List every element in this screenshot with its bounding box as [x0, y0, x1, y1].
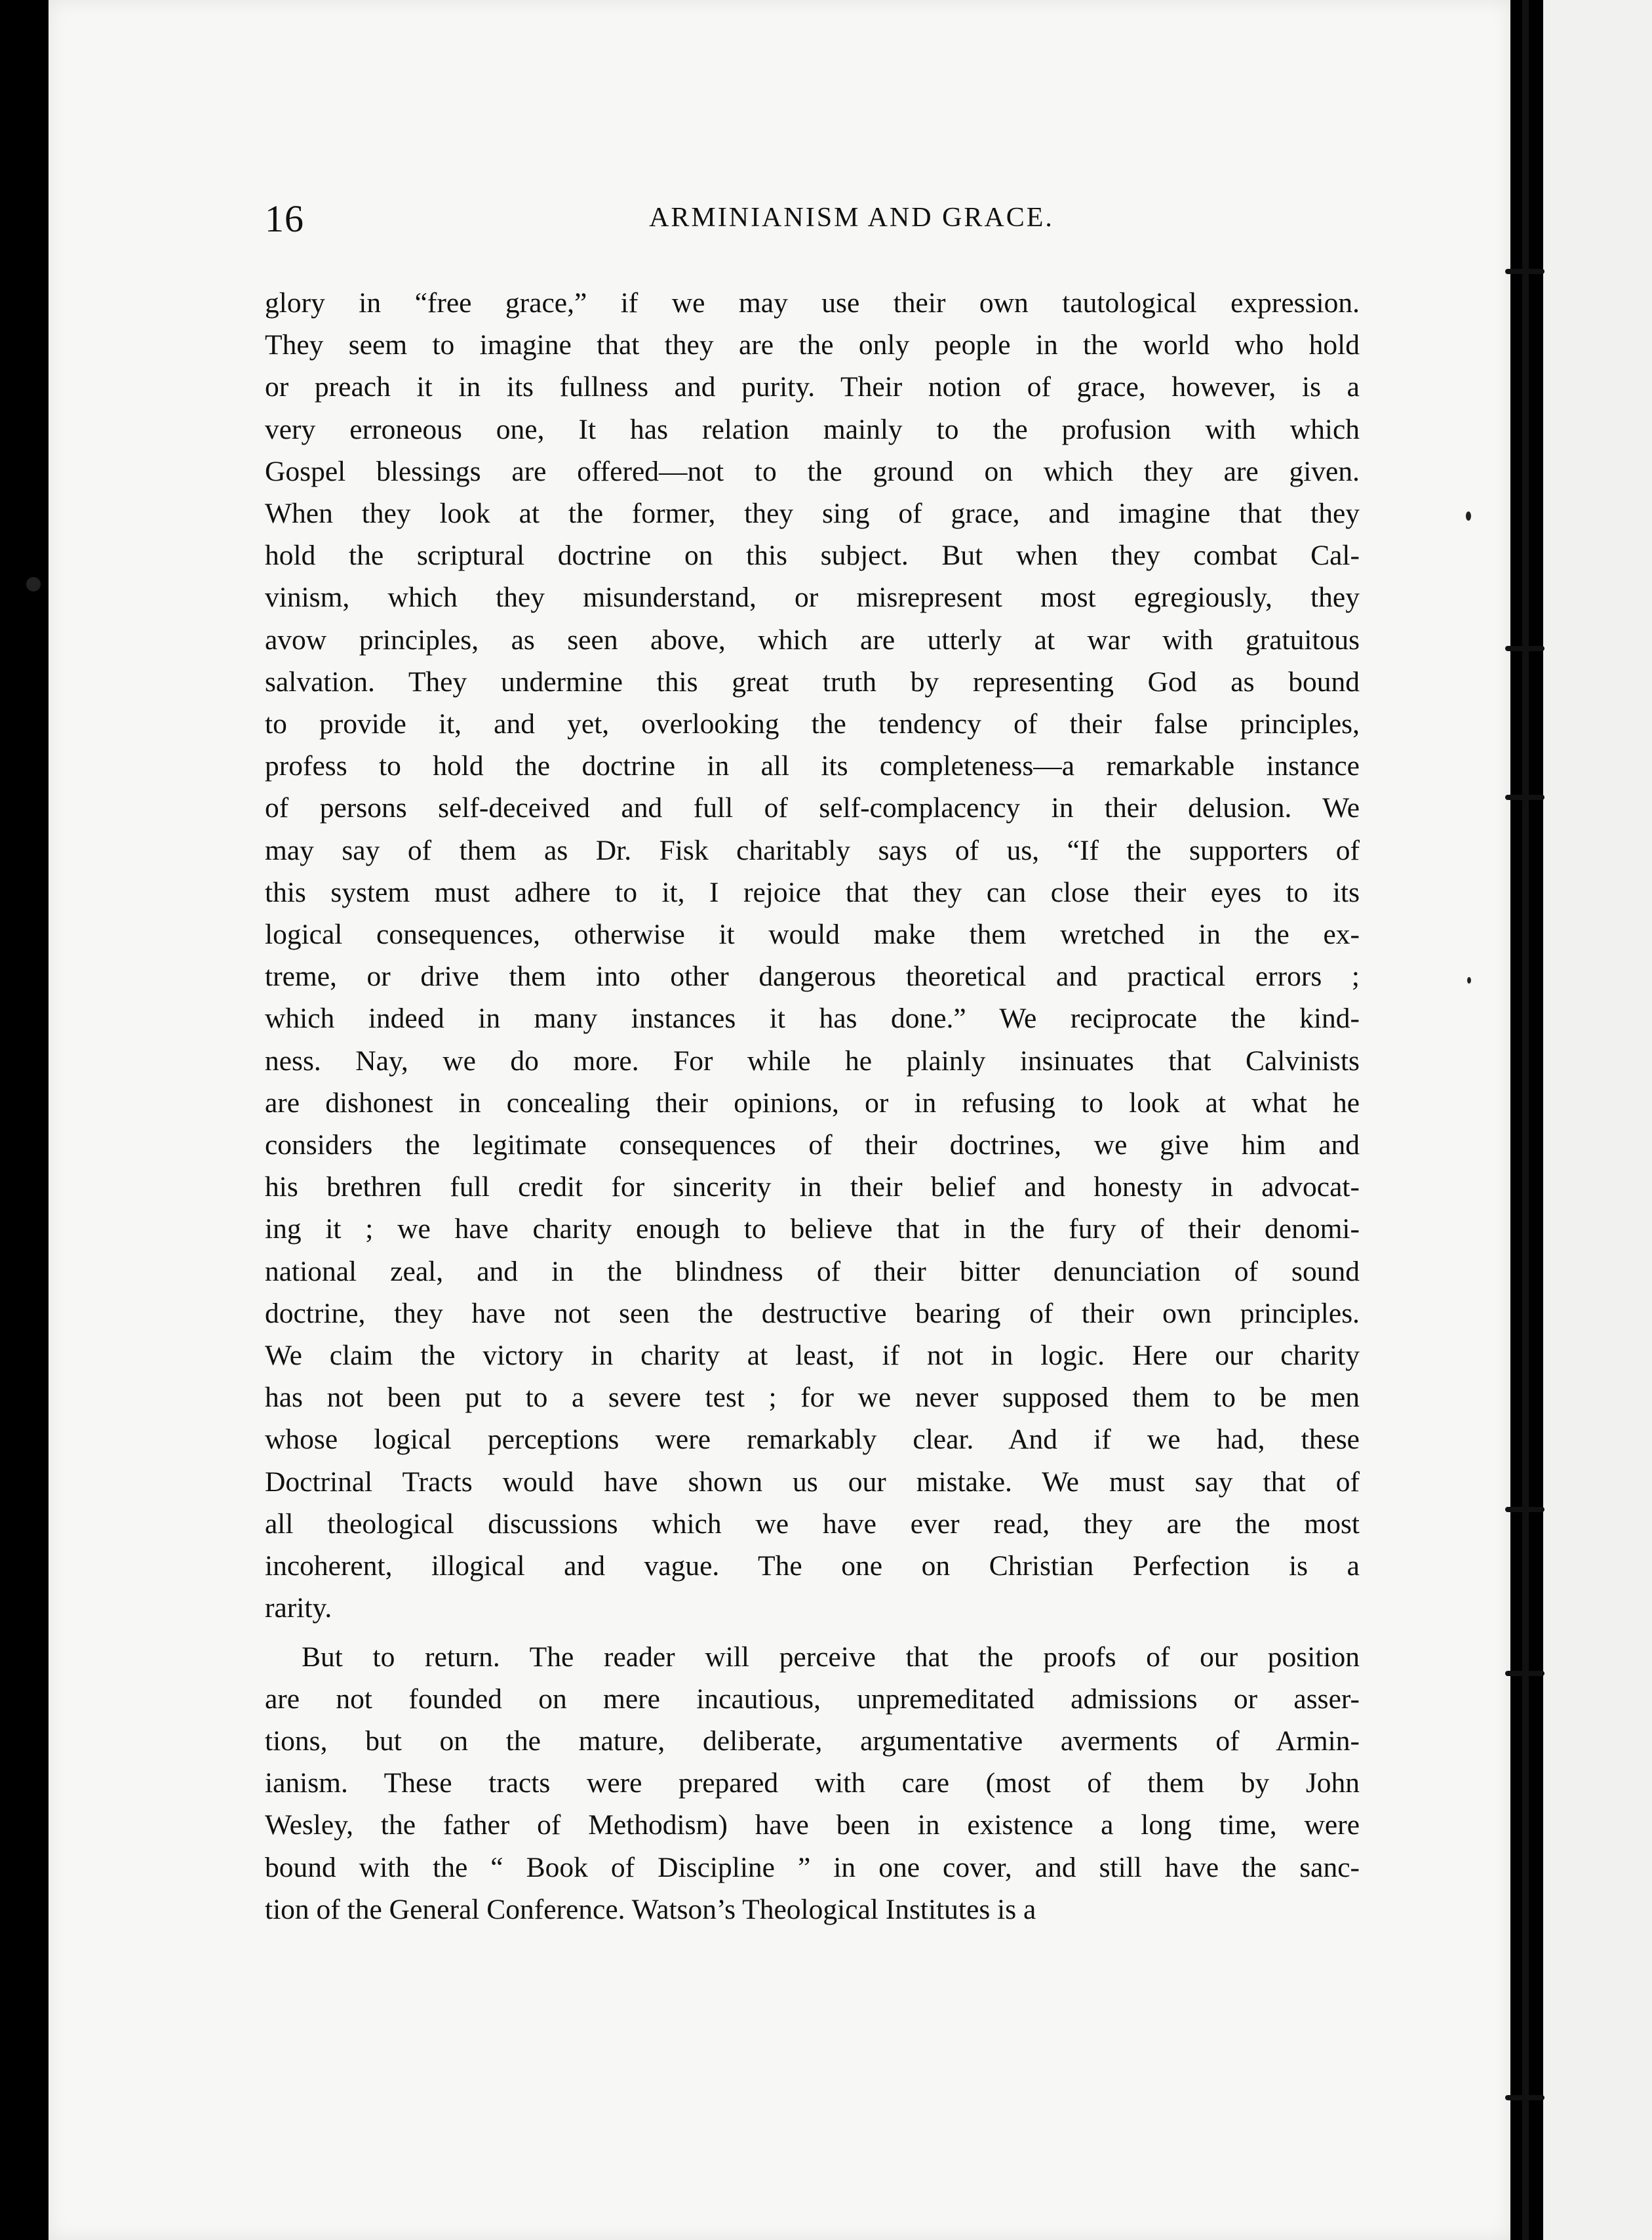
facing-page-edge [1543, 0, 1652, 2240]
text-line: Doctrinal Tracts would have shown us our mistake. We must say that of [265, 1466, 1360, 1498]
binding-thread [1522, 0, 1529, 2240]
text-line: logical consequences, otherwise it would make them wretched in the ex- [265, 919, 1360, 951]
running-head [265, 197, 1360, 249]
paragraph-gap [265, 1630, 1360, 1636]
text-line: vinism, which they misunderstand, or misrepresent most egregiously, they [265, 582, 1360, 614]
text-line: this system must adhere to it, I rejoice that they can close their eyes to its [265, 876, 1360, 908]
text-line: treme, or drive them into other dangerous theoretical and practical errors ; [265, 961, 1360, 993]
text-line: his brethren full credit for sincerity in their belief and honesty in advocat- [265, 1171, 1360, 1203]
text-line: may say of them as Dr. Fisk charitably says of us, “If the supporters of [265, 834, 1360, 866]
text-line: incoherent, illogical and vague. The one on Christian Perfection is a [265, 1550, 1360, 1582]
scan-speck [1466, 511, 1471, 521]
text-line: has not been put to a severe test ; for we never supposed them to be men [265, 1382, 1360, 1414]
text-line: glory in “free grace,” if we may use their own tautological expression. [265, 287, 1360, 319]
text-line: ianism. These tracts were prepared with care (most of them by John [265, 1767, 1360, 1799]
page-number: 16 [265, 197, 304, 240]
text-line: ness. Nay, we do more. For while he plainly insinuates that Calvinists [265, 1045, 1360, 1077]
text-line: rarity. [265, 1592, 332, 1624]
text-line: whose logical perceptions were remarkably clear. And if we had, these [265, 1424, 1360, 1456]
text-line: We claim the victory in charity at least, if not in logic. Here our charity [265, 1340, 1360, 1372]
text-line: tions, but on the mature, deliberate, argumentative averments of Armin- [265, 1725, 1360, 1757]
text-line: salvation. They undermine this great truth by representing God as bound [265, 666, 1360, 698]
text-line: ing it ; we have charity enough to believe that in the fury of their denomi- [265, 1213, 1360, 1245]
binding-stitch [1505, 1507, 1544, 1512]
text-line: all theological discussions which we have ever read, they are the most [265, 1508, 1360, 1540]
paragraph [265, 282, 1360, 1630]
text-line: of persons self-deceived and full of self-complacency in their delusion. We [265, 792, 1360, 824]
text-line: bound with the “ Book of Discipline ” in one cover, and still have the sanc- [265, 1851, 1360, 1883]
paragraph [265, 1636, 1360, 1930]
binding-stitch [1505, 1671, 1544, 1676]
scan-speck [26, 577, 41, 591]
text-line: They seem to imagine that they are the only people in the world who hold [265, 329, 1360, 361]
text-line: profess to hold the doctrine in all its completeness—a remarkable instance [265, 750, 1360, 782]
text-line: to provide it, and yet, overlooking the tendency of their false principles, [265, 708, 1360, 740]
text-line: doctrine, they have not seen the destructive bearing of their own principles. [265, 1297, 1360, 1329]
text-line: considers the legitimate consequences of their doctrines, we give him and [265, 1129, 1360, 1161]
text-line: avow principles, as seen above, which are utterly at war with gratuitous [265, 624, 1360, 656]
binding-stitch [1505, 646, 1544, 651]
text-line: very erroneous one, It has relation mainly to the profusion with which [265, 413, 1360, 445]
text-line: When they look at the former, they sing of grace, and imagine that they [265, 498, 1360, 530]
text-line: hold the scriptural doctrine on this subject. But when they combat Cal- [265, 540, 1360, 572]
text-line: national zeal, and in the blindness of their bitter denunciation of sound [265, 1255, 1360, 1287]
body-text [265, 282, 1360, 1930]
binding-stitch [1505, 269, 1544, 274]
text-line: are not founded on mere incautious, unpremeditated admissions or asser- [265, 1683, 1360, 1715]
binding-stitch [1505, 2095, 1544, 2100]
binding-stitch [1505, 795, 1544, 800]
text-line: which indeed in many instances it has done.” We reciprocate the kind- [265, 1003, 1360, 1035]
text-line: or preach it in its fullness and purity. Their notion of grace, however, is a [265, 371, 1360, 403]
running-title: ARMINIANISM AND GRACE. [649, 203, 1054, 233]
text-line: Gospel blessings are offered—not to the ground on which they are given. [265, 455, 1360, 487]
text-line: But to return. The reader will perceive that the proofs of our position [302, 1641, 1360, 1673]
text-line: are dishonest in concealing their opinions, or in refusing to look at what he [265, 1087, 1360, 1119]
scan-speck [1467, 977, 1471, 984]
text-line: Wesley, the father of Methodism) have been in existence a long time, were [265, 1809, 1360, 1841]
text-line: tion of the General Conference. Watson’s Theological Institutes is a [265, 1893, 1036, 1925]
